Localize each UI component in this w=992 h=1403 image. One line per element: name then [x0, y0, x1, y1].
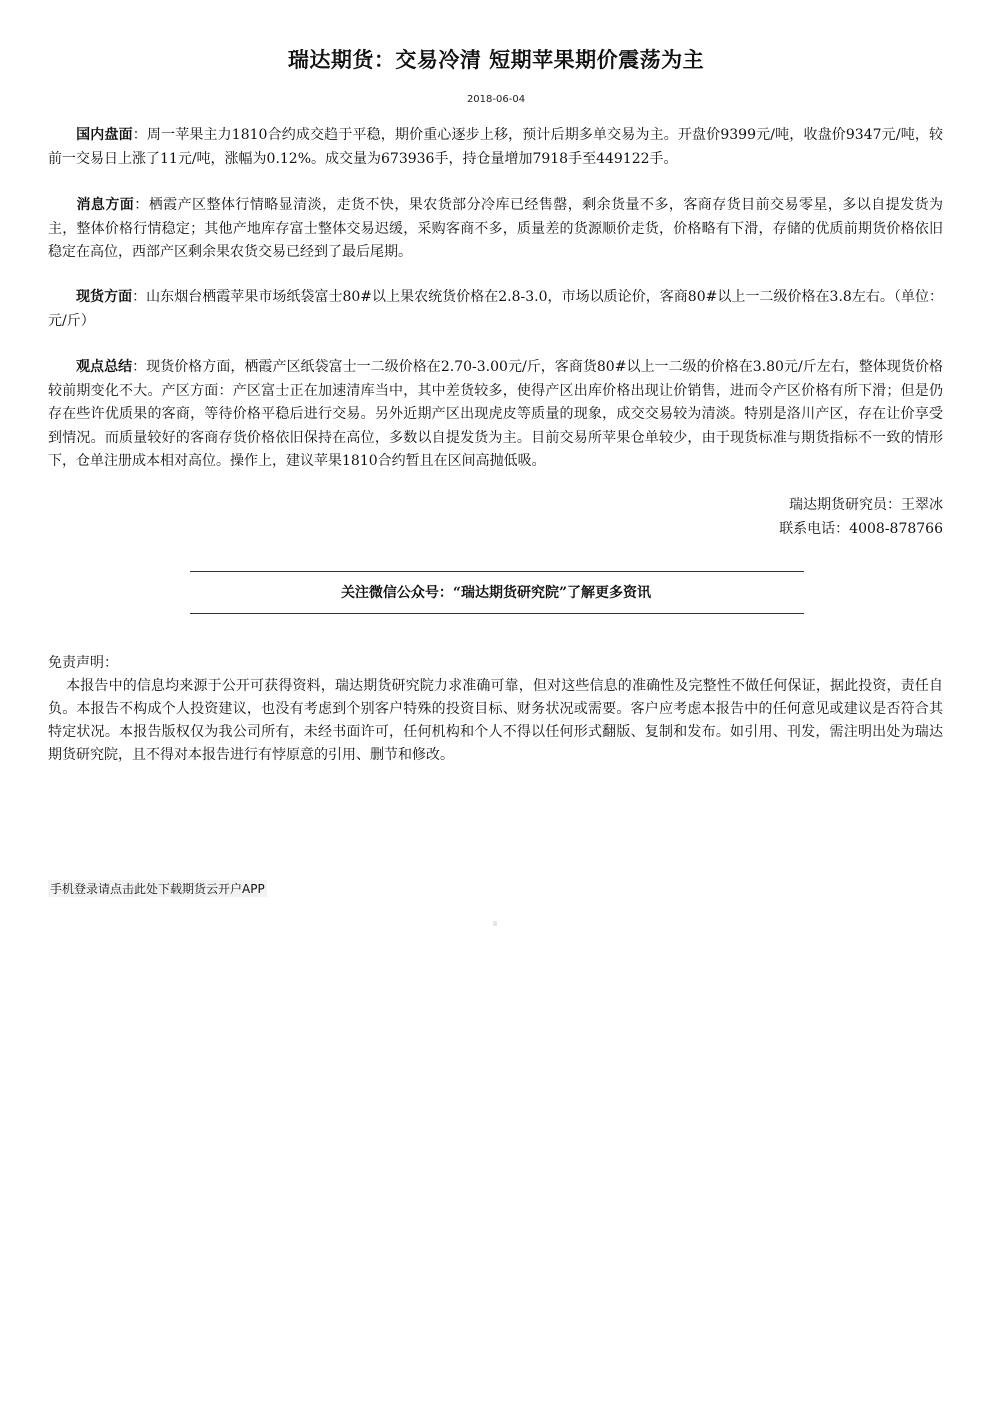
section-text: ：山东烟台栖霞苹果市场纸袋富士80#以上果农统货价格在2.8-3.0，市场以质论价，客商80#以上一二级价格在3.8左右。（单位：元/斤）	[48, 289, 943, 329]
wechat-follow-banner: 关注微信公众号：“瑞达期货研究院”了解更多资讯	[340, 585, 652, 601]
section-text: ：现货价格方面，栖霞产区纸袋富士一二级价格在2.70-3.00元/斤，客商货80#以上一二级的价格在3.80元/斤左右，整体现货价格较前期变化不大。产区方面：产区富士正在加速清库当中，其中差货较多，使得产区出库价格出现让价销售，进而令产区价格有所下滑；但是仍存在些许优质果的客商，等待价格平稳后进行交易。另外近期产区出现虎皮等质量的现象，成交交易较为清淡。特别是洛川产区，存在让价享受到情况。而质量较好的客商存货价格依旧保持在高位，多数以自提发货为主。目前交易所苹果仓单较少，由于现货标准与期货指标不一致的情形下，仓单注册成本相对高位。操作上，建议苹果1810合约暂且在区间高抛低吸。	[48, 359, 943, 469]
section-label: 观点总结	[76, 359, 133, 375]
section-label: 国内盘面	[76, 127, 133, 143]
section-text: ：栖霞产区整体行情略显清淡，走货不快，果农货部分冷库已经售罄，剩余货量不多，客商存货目前交易零星，多以自提发货为主，整体价格行情稳定；其他产地库存富士整体交易迟缓，采购客商不多，质量差的货源顺价走货，价格略有下滑，存储的优质前期货价格依旧稳定在高位，西部产区剩余果农货交易已经到了最后尾期。	[48, 197, 943, 260]
section-domestic-market	[48, 124, 943, 171]
divider-top	[190, 571, 804, 572]
section-label: 消息方面	[76, 197, 135, 213]
contact-phone: 联系电话：4008-878766	[779, 521, 943, 537]
page-marker	[493, 921, 497, 926]
divider-bottom	[190, 613, 804, 614]
researcher-name: 瑞达期货研究员：王翠冰	[789, 497, 943, 513]
report-date: 2018-06-04	[466, 94, 526, 105]
section-view-summary	[48, 356, 943, 474]
section-label: 现货方面	[76, 289, 133, 305]
disclaimer-body	[48, 675, 943, 767]
disclaimer-text: 本报告中的信息均来源于公开可获得资料，瑞达期货研究院力求准确可靠，但对这些信息的准确性及完整性不做任何保证，据此投资，责任自负。本报告不构成个人投资建议，也没有考虑到个别客户特殊的投资目标、财务状况或需要。客户应考虑本报告中的任何意见或建议是否符合其特定状况。本报告版权仅为我公司所有，未经书面许可，任何机构和个人不得以任何形式翻版、复制和发布。如引用、刊发，需注明出处为瑞达期货研究院，且不得对本报告进行有悖原意的引用、删节和修改。	[48, 678, 943, 763]
report-title: 瑞达期货：交易冷清 短期苹果期价震荡为主	[287, 47, 705, 72]
section-spot	[48, 286, 943, 333]
section-news	[48, 194, 943, 265]
disclaimer-title: 免责声明：	[48, 655, 118, 671]
download-app-link[interactable]: 手机登录请点击此处下载期货云开户APP	[50, 882, 265, 896]
section-text: ：周一苹果主力1810合约成交趋于平稳，期价重心逐步上移，预计后期多单交易为主。开盘价9399元/吨，收盘价9347元/吨，较前一交易日上涨了11元/吨，涨幅为0.12%。成交量为673936手，持仓量增加7918手至449122手。	[48, 127, 943, 167]
